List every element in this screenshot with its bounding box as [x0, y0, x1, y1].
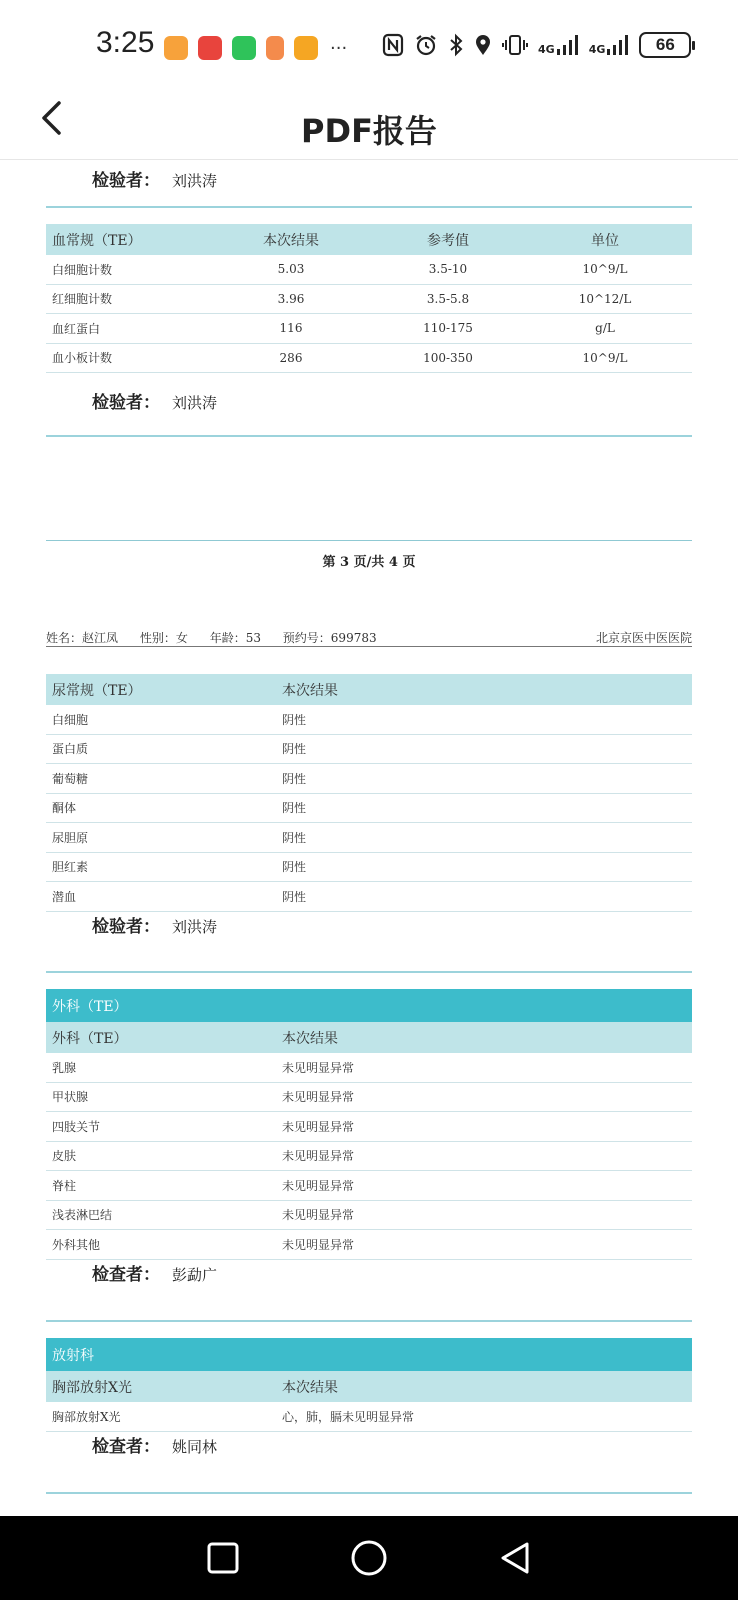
- table-row: 尿胆原 阴性: [46, 823, 692, 853]
- triangle-back-icon: [497, 1540, 533, 1576]
- table-header: 外科（TE） 本次结果: [46, 1022, 692, 1053]
- hospital-name: 北京京医中医医院: [595, 631, 692, 645]
- app-header: [0, 82, 738, 160]
- app-gift-icon: [198, 36, 222, 60]
- signal-1-icon: 4G: [538, 35, 579, 55]
- divider: [46, 1320, 692, 1322]
- page-break-line: [46, 540, 692, 541]
- app-heart-icon: [164, 36, 188, 60]
- app-play-icon: [294, 36, 318, 60]
- table-row: 胆红素 阴性: [46, 853, 692, 883]
- table-row: 潜血 阴性: [46, 882, 692, 912]
- table-header: 血常规（TE） 本次结果 参考值 单位: [46, 224, 692, 255]
- divider: [46, 206, 692, 208]
- table-row: 胸部放射X光 心，肺，膈未见明显异常: [46, 1402, 692, 1432]
- system-icons: [382, 32, 691, 58]
- patient-info: [46, 629, 692, 646]
- recent-apps-button[interactable]: [193, 1528, 253, 1588]
- table-row: 红细胞计数 3.96 3.5-5.8 10^12/L: [46, 285, 692, 315]
- table-row: 血小板计数 286 100-350 10^9/L: [46, 344, 692, 374]
- signal-2-icon: 4G: [589, 35, 630, 55]
- more-notifications-icon: ···: [330, 37, 348, 59]
- table-row: 乳腺 未见明显异常: [46, 1053, 692, 1083]
- divider: [46, 435, 692, 437]
- wechat-icon: [232, 36, 256, 60]
- pdf-viewer[interactable]: [0, 160, 738, 1516]
- home-button[interactable]: [339, 1528, 399, 1588]
- section-band: 外科（TE）: [46, 989, 692, 1022]
- patient-gender: 性别：女: [139, 631, 188, 645]
- nfc-icon: [382, 33, 404, 57]
- table-row: 白细胞计数 5.03 3.5-10 10^9/L: [46, 255, 692, 285]
- table-row: 蛋白质 阴性: [46, 735, 692, 765]
- circle-icon: [349, 1538, 389, 1578]
- app-book-icon: [266, 36, 284, 60]
- navigation-bar: [0, 1516, 738, 1600]
- inspector-line: 检验者： 刘洪涛: [92, 917, 218, 937]
- nav-back-button[interactable]: [485, 1528, 545, 1588]
- table-header: 胸部放射X光 本次结果: [46, 1371, 692, 1402]
- inspector-line: 检验者： 刘洪涛: [92, 171, 218, 191]
- table-row: 甲状腺 未见明显异常: [46, 1083, 692, 1113]
- table-row: 皮肤 未见明显异常: [46, 1142, 692, 1172]
- surgery-table: [46, 989, 692, 1260]
- table-row: 白细胞 阴性: [46, 705, 692, 735]
- bluetooth-icon: [448, 33, 464, 57]
- page-number: 第 3 页/共 4 页: [322, 555, 416, 570]
- urine-routine-table: [46, 674, 692, 912]
- table-row: 酮体 阴性: [46, 794, 692, 824]
- table-row: 血红蛋白 116 110-175 g/L: [46, 314, 692, 344]
- status-time: 3:25: [96, 26, 155, 59]
- appointment-number: 预约号：699783: [282, 631, 377, 645]
- notification-icons: [164, 36, 347, 60]
- table-row: 外科其他 未见明显异常: [46, 1230, 692, 1260]
- alarm-icon: [414, 33, 438, 57]
- battery-icon: 66: [639, 32, 691, 58]
- table-row: 浅表淋巴结 未见明显异常: [46, 1201, 692, 1231]
- divider: [46, 971, 692, 973]
- square-icon: [206, 1541, 240, 1575]
- table-row: 脊柱 未见明显异常: [46, 1171, 692, 1201]
- inspector-line: 检验者： 刘洪涛: [92, 393, 218, 413]
- examiner-line: 检查者： 姚同林: [92, 1437, 218, 1457]
- blood-routine-table: [46, 224, 692, 373]
- radiology-table: [46, 1338, 692, 1432]
- table-row: 四肢关节 未见明显异常: [46, 1112, 692, 1142]
- section-band: 放射科: [46, 1338, 692, 1371]
- page-title: PDF报告: [301, 112, 437, 150]
- patient-age: 年龄：53: [209, 631, 261, 645]
- vibrate-icon: [502, 33, 528, 57]
- table-row: 葡萄糖 阴性: [46, 764, 692, 794]
- divider: [46, 1492, 692, 1494]
- examiner-line: 检查者： 彭勐广: [92, 1265, 218, 1285]
- table-header: 尿常规（TE） 本次结果: [46, 674, 692, 705]
- divider: [46, 646, 692, 647]
- location-icon: [474, 33, 492, 57]
- patient-name: 姓名：赵江凤: [46, 631, 119, 645]
- status-bar: [0, 0, 738, 92]
